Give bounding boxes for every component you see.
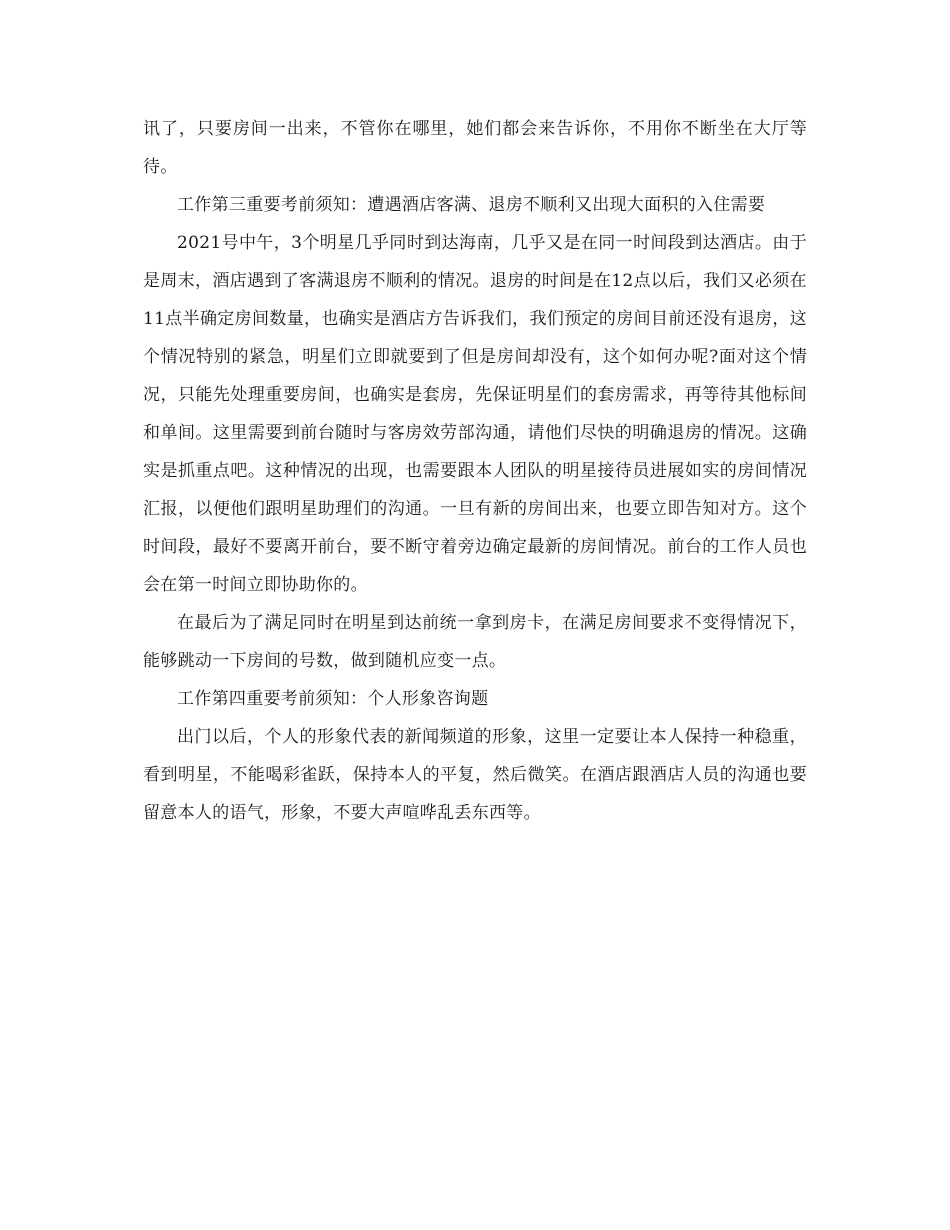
section-heading-3: 工作第三重要考前须知：遭遇酒店客满、退房不顺利又出现大面积的入住需要 bbox=[177, 195, 766, 215]
paragraph-continuation: 讯了，只要房间一出来，不管你在哪里，她们都会来告诉你，不用你不断坐在大厅等待。 bbox=[143, 119, 807, 177]
paragraph: 2021号中午，3个明星几乎同时到达海南，几乎又是在同一时间段到达酒店。由于是周末，酒店遇到了客满退房不顺利的情况。退房的时间是在12点以后，我们又必须在11点半确定房间数量，也确实是酒店方告诉我们，我们预定的房间目前还没有退房，这个情况特别的紧急，明星们立即就要到了但是房间却没有，这个如何办呢?面对这个情况，只能先处理重要房间，也确实是套房，先保证明星们的套房需求，再等待其他标间和单间。这里需要到前台随时与客房效劳部沟通，请他们尽快的明确退房的情况。这确实是抓重点吧。这种情况的出现，也需要跟本人团队的明星接待员进展如实的房间情况汇报，以便他们跟明星助理们的沟通。一旦有新的房间出来，也要立即告知对方。这个时间段，最好不要离开前台，要不断守着旁边确定最新的房间情况。前台的工作人员也会在第一时间立即协助你的。 bbox=[143, 233, 807, 595]
paragraph: 出门以后，个人的形象代表的新闻频道的形象，这里一定要让本人保持一种稳重，看到明星，不能喝彩雀跃，保持本人的平复，然后微笑。在酒店跟酒店人员的沟通也要留意本人的语气，形象，不要大声喧哗乱丢东西等。 bbox=[143, 727, 807, 823]
paragraph: 在最后为了满足同时在明星到达前统一拿到房卡，在满足房间要求不变得情况下，能够跳动一下房间的号数，做到随机应变一点。 bbox=[143, 613, 807, 671]
document-body bbox=[143, 110, 807, 832]
section-heading-4: 工作第四重要考前须知：个人形象咨询题 bbox=[177, 689, 489, 709]
